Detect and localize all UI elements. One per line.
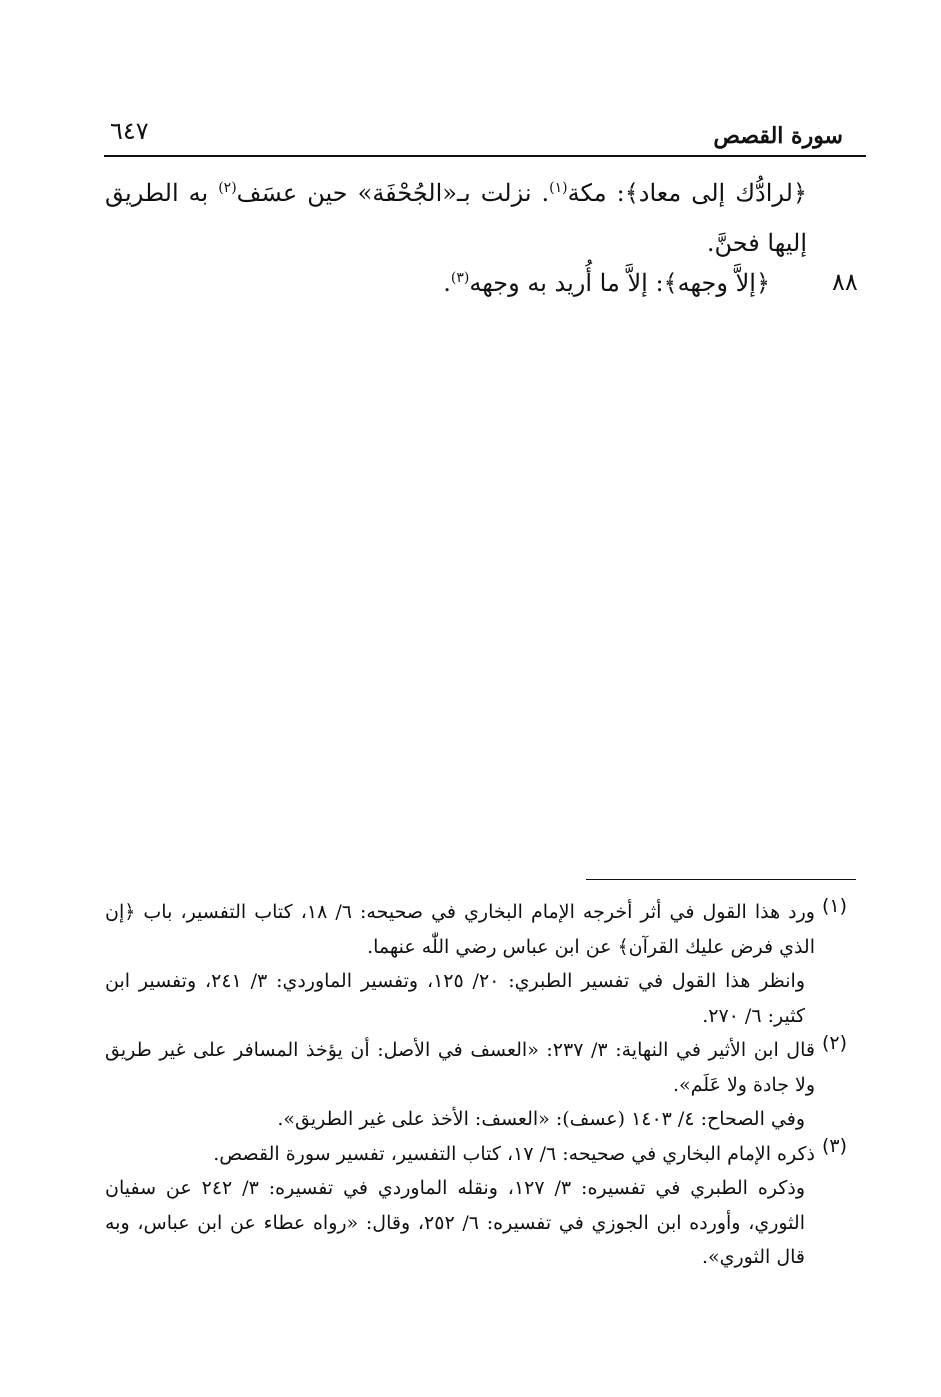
verse-87-text-c: به الطريق إليها فحنَّ. [105, 179, 807, 257]
footnotes [105, 895, 815, 1275]
footnote-2-para-2: وفي الصحاح: ٤/ ١٤٠٣ (عسف): «العسف: الأخذ على غير الطريق». [277, 1108, 805, 1130]
header-rule [104, 155, 866, 157]
verse-88-text: ﴿إلاَّ وجهه﴾: إلاَّ ما أُريد به وجهه [469, 269, 770, 297]
footnote-1-marker: (١) [822, 895, 848, 917]
footnote-2-para-1: قال ابن الأثير في النهاية: ٣/ ٢٣٧: «العسف في الأصل: أن يؤخذ المسافر على غير طريق ولا جادة ولا عَلَم». [105, 1039, 815, 1096]
verse-88-commentary [360, 258, 770, 308]
verse-88-end: . [443, 269, 451, 297]
verse-87-commentary [105, 168, 807, 268]
footnote-3-para-2: وذكره الطبري في تفسيره: ٣/ ١٢٧، ونقله الماوردي في تفسيره: ٣/ ٢٤٢ عن سفيان الثوري، وأورده ابن الجوزي في تفسيره: ٦/ ٢٥٢، وقال: «رواه عطاء عن ابن عباس، وبه قال الثوري». [105, 1177, 805, 1268]
footnote-3-marker: (٣) [822, 1135, 848, 1157]
footnote-3-para-1: ذكره الإمام البخاري في صحيحه: ٦/ ١٧، كتاب التفسير، تفسير سورة القصص. [213, 1142, 815, 1165]
main-text [105, 168, 807, 268]
footnote-ref-3[interactable]: (٣) [450, 270, 470, 286]
footnote-ref-2[interactable]: (٢) [218, 180, 237, 196]
footnote-1-para-2: وانظر هذا القول في تفسير الطبري: ٢٠/ ١٢٥، وتفسير الماوردي: ٣/ ٢٤١، وتفسير ابن كثير: ٦/ ٢٧٠. [105, 970, 806, 1027]
verse-87-text-b: . نزلت بـ«الجُحْفَة» حين عسَف [236, 179, 550, 207]
verse-88-number: ٨٨ [832, 268, 858, 296]
verse-87-text-a: ﴿لرادُّك إلى معاد﴾: مكة [567, 179, 808, 207]
footnote-2-marker: (٢) [822, 1032, 848, 1054]
footnote-1-para-1: ورد هذا القول في أثر أخرجه الإمام البخاري في صحيحه: ٦/ ١٨، كتاب التفسير، باب ﴿إن الذي فرض عليك القرآن﴾ عن ابن عباس رضي اللّٰه عنهما. [105, 901, 815, 958]
page-number: ٦٤٧ [110, 117, 149, 145]
running-title: سورة القصص [713, 123, 843, 149]
footnote-separator [586, 879, 856, 880]
footnote-ref-1[interactable]: (١) [549, 180, 568, 196]
